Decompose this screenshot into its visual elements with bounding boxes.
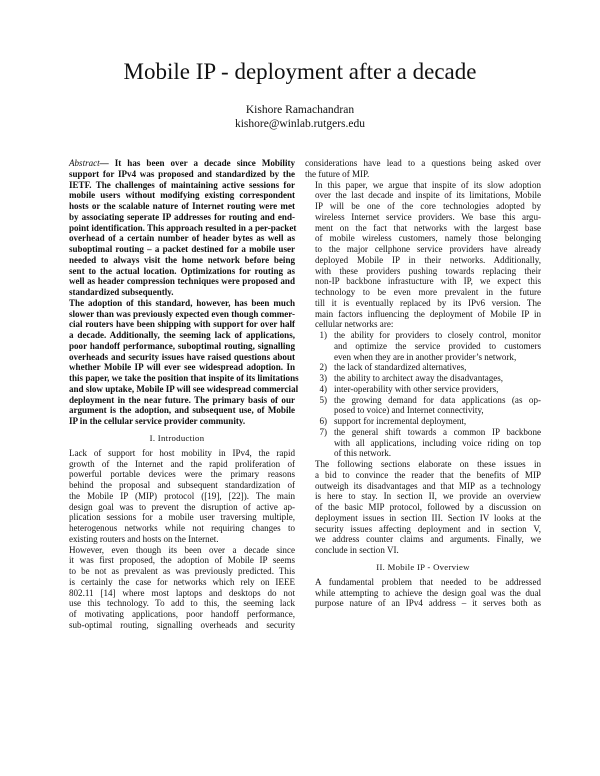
text-line: outweigh its disadvantages and that MIP as a technology xyxy=(315,480,541,491)
list-item-number: 1) xyxy=(319,330,327,340)
text-line: the ability to architect away the disadvantages, xyxy=(334,373,504,383)
text-line: conclude in section VI. xyxy=(315,545,399,555)
text-line: while attempting to achieve the design goal was the dual xyxy=(315,587,541,598)
text-line: suboptimal routing – a packet destined for a mobile user xyxy=(69,244,295,254)
text-line: existing routers and hosts on the Internet. xyxy=(69,533,219,544)
text-line: deployment issues in section III. Section IV looks at the xyxy=(315,512,541,523)
text-line: IP in the cellular service provider community. xyxy=(69,416,246,426)
text-line: IETF. The challenges of maintaining active sessions for xyxy=(69,179,295,190)
list-item xyxy=(305,373,541,384)
text-line: a decade. Additionally, the seeming lack of applications, xyxy=(69,330,295,340)
text-line: the lack of standardized alternatives, xyxy=(334,362,467,373)
section-heading-introduction: I. Introduction xyxy=(149,432,205,443)
abstract xyxy=(59,158,295,298)
text-line: of this network. xyxy=(334,448,392,459)
text-line: to the major cellphone service providers have already xyxy=(315,244,541,254)
text-line: mobile users without modifying existing correspondent xyxy=(69,190,295,201)
author-name: Kishore Ramachandran xyxy=(245,104,355,116)
text-line: design goal was to prevent the disruption of active ap- xyxy=(69,501,295,512)
text-line: IP will be one of the core technologies adopted by xyxy=(315,201,541,211)
text-line: overheads and security issues have raised questions about xyxy=(69,351,295,362)
text-line: cial routers have been shipping with support for over half xyxy=(69,319,295,330)
text-line: we address counter claims and arguments. Finally, we xyxy=(315,534,541,545)
text-line: overhead of a certain number of header bytes as well as xyxy=(69,233,295,244)
text-line: sub-optimal routing, signalling overheads and security xyxy=(69,619,295,630)
text-line: deployment in the near future. The primary basis of our xyxy=(69,394,295,405)
list-item xyxy=(305,416,541,427)
factors-list xyxy=(305,330,541,459)
text-line: posed to voice) and Internet connectivity, xyxy=(334,405,484,416)
list-item-text xyxy=(334,373,541,384)
text-line: it was first proposed, the adoption of Mobile IP seems xyxy=(69,555,295,566)
text-line: point identification. This approach resulted in a per-packet xyxy=(69,222,297,233)
text-line: behind the proposal and subsequent standardization of xyxy=(69,480,295,490)
intro-paragraph-3 xyxy=(305,180,541,331)
text-line: technology to be even more prevalent in the future xyxy=(315,287,541,297)
text-line: of motivating applications, poor handoff performance, xyxy=(69,609,295,619)
list-item-number: 7) xyxy=(319,426,327,437)
text-line: slower than was previously expected even though commer- xyxy=(69,308,295,319)
list-item xyxy=(305,384,541,395)
text-line: needed to always visit the home network before being xyxy=(69,254,295,265)
text-line: non-IP backbone infrastucture with IP, we expect this xyxy=(315,276,541,287)
text-line: In this paper, we argue that inspite of its slow adoption xyxy=(315,179,541,190)
text-line: wireless Internet service providers. We base this argu- xyxy=(315,211,541,222)
text-line: poor handoff performance, suboptimal routing, signalling xyxy=(69,340,295,351)
text-line: well as header compression techniques were proposed and xyxy=(69,276,295,287)
list-item xyxy=(305,330,541,362)
list-item-text xyxy=(334,395,541,417)
text-line: is certainly the case for networks which rely on IEEE xyxy=(69,576,295,587)
text-line: this paper, we take the position that inspite of its limitations xyxy=(69,373,299,383)
text-line xyxy=(59,158,295,169)
text-line: argument is the adoption, and subsequent use, of Mobile xyxy=(69,405,295,416)
list-item xyxy=(305,362,541,373)
text-line: heterogenous networks while not requiring changes to xyxy=(69,523,295,533)
text-line: use this technology. To add to this, the seeming lack xyxy=(69,598,295,609)
text-line: with these providers pushing towards replacing their xyxy=(315,265,541,276)
text-line: 802.11 [14] where most laptops and desktops do not xyxy=(69,587,295,598)
text-line: till it is eventually replaced by its IPv6 version. The xyxy=(315,297,541,308)
right-column xyxy=(305,158,541,609)
abstract-paragraph-2 xyxy=(59,297,299,427)
text-line: deployed Mobile IP in their networks. Additionally, xyxy=(315,254,541,265)
text-line: a bid to convince the reader that the benefits of MIP xyxy=(315,469,541,480)
text-line: by associating seperate IP addresses for routing and end- xyxy=(69,211,295,222)
text-line: inter-operability with other service providers, xyxy=(334,383,499,394)
text-line: over the last decade and inspite of its limitations, Mobile xyxy=(315,190,541,201)
text-line: However, even though its been over a decade since xyxy=(69,544,295,555)
author-email: kishore@winlab.rutgers.edu xyxy=(234,118,366,130)
text-line: of mobile wireless customers, namely those belonging xyxy=(315,233,541,244)
text-line: the general shift towards a common IP backbone xyxy=(334,426,541,437)
text-line-body: — It has been over a decade since Mobility xyxy=(99,158,295,168)
text-line: to be not as prevalent as was previously predicted. This xyxy=(69,566,295,576)
list-item-number: 5) xyxy=(319,394,327,405)
list-item-number: 6) xyxy=(319,416,327,426)
list-item-text xyxy=(334,362,541,373)
intro-paragraph-1 xyxy=(59,448,295,545)
text-line: whether Mobile IP will ever see widespread adoption. In xyxy=(69,362,295,373)
list-item-number: 2) xyxy=(319,362,327,373)
text-line: the Mobile IP (MIP) protocol ([19], [22]). The main xyxy=(69,490,295,501)
overview-paragraph-1 xyxy=(305,577,541,609)
text-line: powerful portable devices were the primary reasons xyxy=(69,469,295,480)
text-line: Lack of support for host mobility in IPv4, the rapid xyxy=(69,447,295,458)
text-line: sent to the actual location. Optimizations for routing as xyxy=(69,265,295,276)
left-column xyxy=(59,158,299,631)
intro-paragraph-4 xyxy=(305,459,541,556)
paper-title: Mobile IP - deployment after a decade xyxy=(123,59,477,84)
text-line: hosts or the scalable nature of Internet routing were met xyxy=(69,201,295,211)
text-line: main factors influencing the deployment of Mobile IP in xyxy=(315,308,541,319)
text-line: of the basic MIP protocol, followed by a discussion on xyxy=(315,502,541,512)
intro-paragraph-2 xyxy=(59,545,295,631)
text-line: standardized subsequently. xyxy=(69,287,174,297)
intro-paragraph-2-cont xyxy=(305,158,541,180)
list-item-text xyxy=(334,384,541,395)
text-line: The adoption of this standard, however, has been much xyxy=(69,297,295,308)
text-line: purpose nature of an IPv4 address – it serves both as xyxy=(315,598,541,609)
list-item-text xyxy=(334,427,541,459)
text-line: with all applications, including voice riding on top xyxy=(334,437,541,448)
list-item xyxy=(305,395,541,417)
list-item-number: 4) xyxy=(319,383,327,394)
text-line: is here to stay. In section II, we provide an overview xyxy=(315,491,541,502)
text-line: and slow uptake, Mobile IP will see widespread commercial xyxy=(69,383,299,394)
text-line: A fundamental problem that needed to be addressed xyxy=(315,576,541,587)
text-line: growth of the Internet and the rapid proliferation of xyxy=(69,458,295,469)
text-line: ment on the fact that networks with the largest base xyxy=(315,222,541,233)
text-line: cellular networks are: xyxy=(315,319,394,330)
text-line: considerations have lead to a questions being asked over xyxy=(305,158,541,168)
list-item-text xyxy=(334,416,541,427)
list-item xyxy=(305,427,541,459)
abstract-label: Abstract xyxy=(69,158,100,168)
text-line: support for IPv4 was proposed and standardized by the xyxy=(69,168,295,179)
text-line: even when they are in another provider’s network, xyxy=(334,351,517,362)
list-item-text xyxy=(334,330,541,362)
text-line: security issues affecting deployment and in section V, xyxy=(315,523,541,534)
list-item-number: 3) xyxy=(319,373,327,383)
text-line: the growing demand for data applications (as op- xyxy=(334,394,541,405)
text-line: plication sessions for a mobile user traversing multiple, xyxy=(69,512,295,523)
text-line: the ability for providers to closely control, monitor xyxy=(334,330,541,340)
section-heading-overview: II. Mobile IP - Overview xyxy=(376,561,470,572)
text-line: the future of MIP. xyxy=(305,168,370,179)
text-line: and optimize the service provided to customers xyxy=(334,340,541,351)
text-line: support for incremental deployment, xyxy=(334,416,467,426)
text-line: The following sections elaborate on these issues in xyxy=(315,459,541,469)
